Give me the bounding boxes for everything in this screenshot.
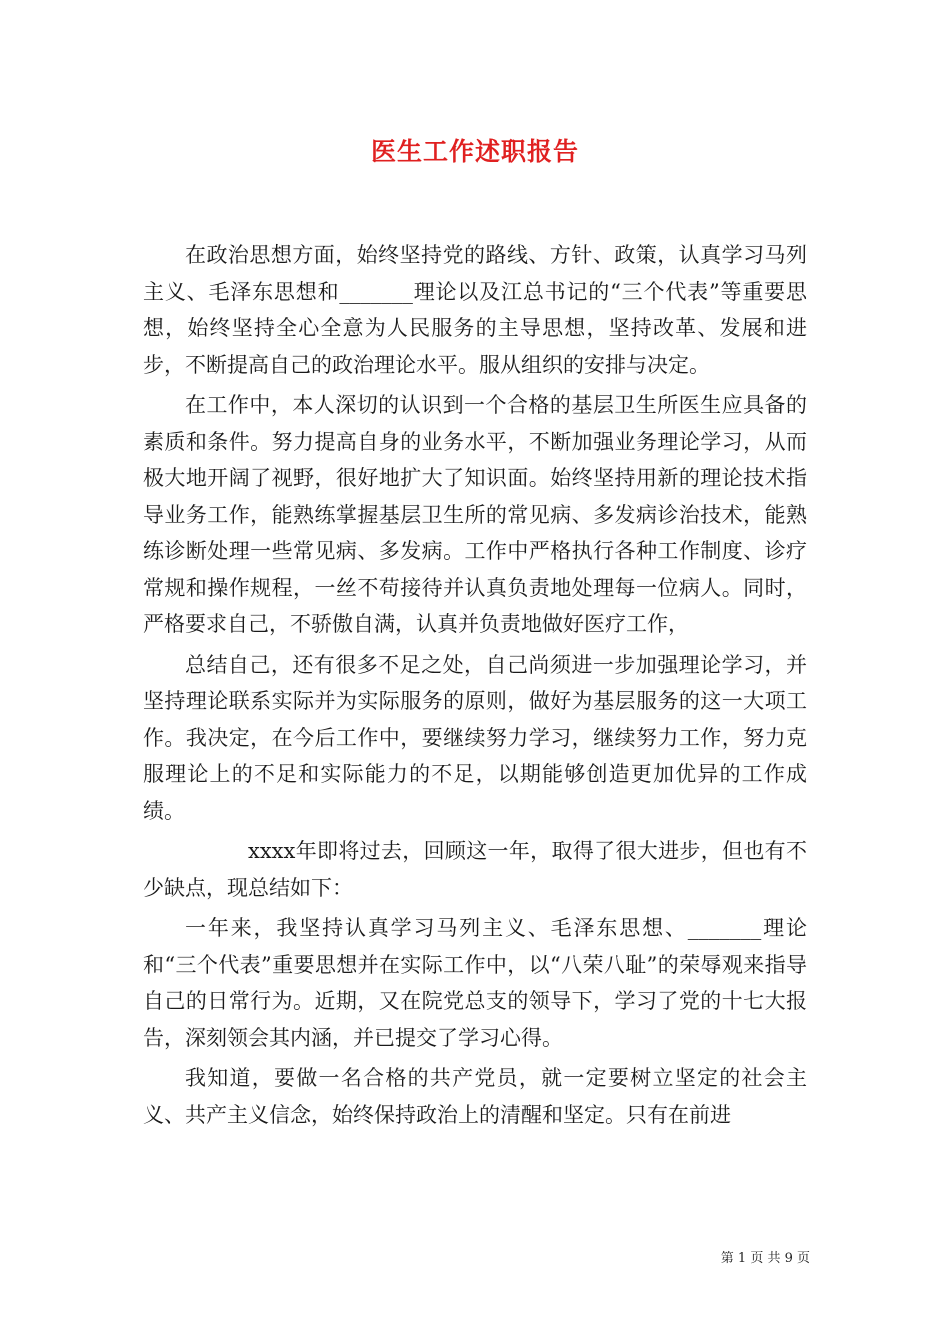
- document-body: [143, 237, 807, 1137]
- paragraph-year-review: xxxx年即将过去，回顾这一年，取得了很大进步，但也有不少缺点，现总结如下：: [143, 839, 807, 900]
- paragraph-self-summary: 总结自己，还有很多不足之处，自己尚须进一步加强理论学习，并坚持理论联系实际并为实际服务的原则，做好为基层服务的这一大项工作。我决定，在今后工作中，要继续努力学习，继续努力工作，努力克服理论上的不足和实际能力的不足，以期能够创造更加优异的工作成绩。: [143, 652, 807, 823]
- paragraph-study: 一年来，我坚持认真学习马列主义、毛泽东思想、_______理论和“三个代表”重要思想并在实际工作中，以“八荣八耻”的荣辱观来指导自己的日常行为。近期，又在院党总支的领导下，学习了党的十七大报告，深刻领会其内涵，并已提交了学习心得。: [143, 916, 807, 1050]
- paragraph-party-member: 我知道，要做一名合格的共产党员，就一定要树立坚定的社会主义、共产主义信念，始终保持政治上的清醒和坚定。只有在前进: [143, 1066, 807, 1127]
- page-title: 医生工作述职报告: [370, 137, 579, 166]
- page-number-footer: 第 1 页 共 9 页: [720, 1251, 810, 1266]
- paragraph-political-thought: 在政治思想方面，始终坚持党的路线、方针、政策，认真学习马列主义、毛泽东思想和_______理论以及江总书记的“三个代表”等重要思想，始终坚持全心全意为人民服务的主导思想，坚持改革、发展和进步，不断提高自己的政治理论水平。服从组织的安排与决定。: [143, 243, 807, 377]
- paragraph-work: 在工作中，本人深切的认识到一个合格的基层卫生所医生应具备的素质和条件。努力提高自身的业务水平，不断加强业务理论学习，从而极大地开阔了视野，很好地扩大了知识面。始终坚持用新的理论技术指导业务工作，能熟练掌握基层卫生所的常见病、多发病诊治技术，能熟练诊断处理一些常见病、多发病。工作中严格执行各种工作制度、诊疗常规和操作规程，一丝不苟接待并认真负责地处理每一位病人。同时，严格要求自己，不骄傲自满，认真并负责地做好医疗工作，: [143, 393, 807, 636]
